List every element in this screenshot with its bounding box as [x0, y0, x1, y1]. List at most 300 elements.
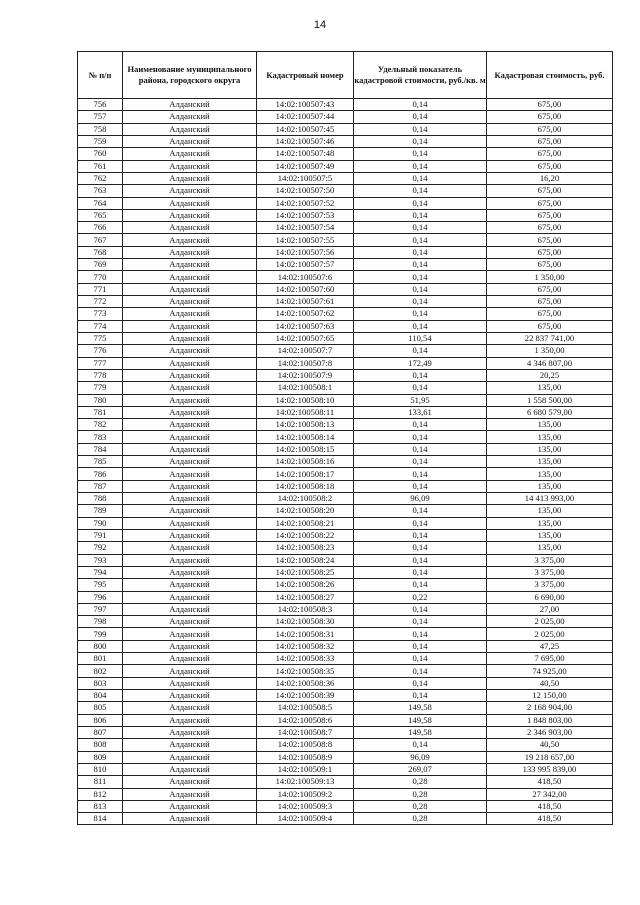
cell-district: Алданский — [123, 135, 257, 147]
table-row — [78, 406, 613, 418]
cell-unit-value: 0,14 — [354, 308, 487, 320]
table-row — [78, 763, 613, 775]
table-row — [78, 493, 613, 505]
cell-unit-value: 0,14 — [354, 480, 487, 492]
cell-cadastral-value: 675,00 — [487, 259, 613, 271]
cell-cadastral-number: 14:02:100507:53 — [257, 209, 354, 221]
cell-cadastral-value: 6 680 579,00 — [487, 406, 613, 418]
cell-cadastral-value: 135,00 — [487, 443, 613, 455]
cell-cadastral-value: 675,00 — [487, 296, 613, 308]
cell-unit-value: 0,14 — [354, 739, 487, 751]
cell-cadastral-value: 19 218 657,00 — [487, 751, 613, 763]
cell-cadastral-value: 135,00 — [487, 480, 613, 492]
table-row — [78, 369, 613, 381]
cell-cadastral-number: 14:02:100507:60 — [257, 283, 354, 295]
cell-cadastral-value: 27,00 — [487, 603, 613, 615]
table-body — [78, 99, 613, 825]
cell-cadastral-value: 675,00 — [487, 160, 613, 172]
cell-row-number: 787 — [78, 480, 123, 492]
cell-row-number: 803 — [78, 677, 123, 689]
cell-unit-value: 0,14 — [354, 653, 487, 665]
cell-cadastral-number: 14:02:100507:8 — [257, 357, 354, 369]
cell-row-number: 786 — [78, 468, 123, 480]
cell-district: Алданский — [123, 776, 257, 788]
cell-cadastral-value: 135,00 — [487, 456, 613, 468]
cell-unit-value: 0,14 — [354, 554, 487, 566]
cell-cadastral-number: 14:02:100508:21 — [257, 517, 354, 529]
cell-unit-value: 0,28 — [354, 788, 487, 800]
cell-row-number: 771 — [78, 283, 123, 295]
cell-cadastral-value: 135,00 — [487, 529, 613, 541]
cell-row-number: 794 — [78, 566, 123, 578]
cell-district: Алданский — [123, 751, 257, 763]
table-row — [78, 579, 613, 591]
table-row — [78, 123, 613, 135]
cell-district: Алданский — [123, 419, 257, 431]
cell-row-number: 810 — [78, 763, 123, 775]
cell-unit-value: 0,14 — [354, 197, 487, 209]
table-row — [78, 591, 613, 603]
table-row — [78, 209, 613, 221]
cell-cadastral-number: 14:02:100507:61 — [257, 296, 354, 308]
cell-row-number: 796 — [78, 591, 123, 603]
cell-cadastral-number: 14:02:100507:62 — [257, 308, 354, 320]
cell-district: Алданский — [123, 554, 257, 566]
cell-unit-value: 149,58 — [354, 702, 487, 714]
cell-row-number: 779 — [78, 382, 123, 394]
cell-district: Алданский — [123, 259, 257, 271]
cell-district: Алданский — [123, 739, 257, 751]
table-row — [78, 628, 613, 640]
cell-unit-value: 0,14 — [354, 690, 487, 702]
table-row — [78, 702, 613, 714]
table-row — [78, 800, 613, 812]
cell-row-number: 811 — [78, 776, 123, 788]
cell-cadastral-number: 14:02:100509:1 — [257, 763, 354, 775]
table-row — [78, 296, 613, 308]
cell-row-number: 756 — [78, 99, 123, 111]
cell-district: Алданский — [123, 296, 257, 308]
cell-unit-value: 0,14 — [354, 431, 487, 443]
cell-unit-value: 0,14 — [354, 369, 487, 381]
cell-cadastral-value: 675,00 — [487, 283, 613, 295]
cell-cadastral-value: 2 025,00 — [487, 628, 613, 640]
cell-row-number: 774 — [78, 320, 123, 332]
cell-unit-value: 0,14 — [354, 616, 487, 628]
cell-cadastral-number: 14:02:100508:3 — [257, 603, 354, 615]
cell-unit-value: 0,14 — [354, 517, 487, 529]
table-row — [78, 480, 613, 492]
cell-cadastral-value: 3 375,00 — [487, 579, 613, 591]
cell-district: Алданский — [123, 763, 257, 775]
cell-unit-value: 149,58 — [354, 726, 487, 738]
cell-district: Алданский — [123, 505, 257, 517]
cell-cadastral-value: 40,50 — [487, 739, 613, 751]
cell-row-number: 783 — [78, 431, 123, 443]
cell-cadastral-value: 1 558 500,00 — [487, 394, 613, 406]
cell-cadastral-number: 14:02:100507:63 — [257, 320, 354, 332]
table-row — [78, 468, 613, 480]
table-row — [78, 172, 613, 184]
cell-district: Алданский — [123, 603, 257, 615]
cell-cadastral-number: 14:02:100508:8 — [257, 739, 354, 751]
cell-row-number: 801 — [78, 653, 123, 665]
cell-cadastral-value: 2 025,00 — [487, 616, 613, 628]
cell-cadastral-value: 47,25 — [487, 640, 613, 652]
cell-district: Алданский — [123, 443, 257, 455]
cell-cadastral-number: 14:02:100507:6 — [257, 271, 354, 283]
cell-district: Алданский — [123, 529, 257, 541]
cell-unit-value: 133,61 — [354, 406, 487, 418]
cell-unit-value: 0,14 — [354, 222, 487, 234]
cell-district: Алданский — [123, 111, 257, 123]
cell-cadastral-value: 135,00 — [487, 431, 613, 443]
table-row — [78, 640, 613, 652]
cell-unit-value: 0,14 — [354, 468, 487, 480]
cell-cadastral-value: 12 150,00 — [487, 690, 613, 702]
cell-unit-value: 0,14 — [354, 296, 487, 308]
cell-row-number: 759 — [78, 135, 123, 147]
table-row — [78, 653, 613, 665]
cell-cadastral-value: 4 346 807,00 — [487, 357, 613, 369]
table-row — [78, 394, 613, 406]
cell-unit-value: 0,14 — [354, 160, 487, 172]
cell-district: Алданский — [123, 616, 257, 628]
cell-district: Алданский — [123, 480, 257, 492]
cell-cadastral-value: 22 837 741,00 — [487, 332, 613, 344]
cell-cadastral-value: 40,50 — [487, 677, 613, 689]
cell-row-number: 789 — [78, 505, 123, 517]
cell-row-number: 804 — [78, 690, 123, 702]
cell-unit-value: 110,54 — [354, 332, 487, 344]
cell-row-number: 762 — [78, 172, 123, 184]
table-row — [78, 135, 613, 147]
cell-row-number: 790 — [78, 517, 123, 529]
cell-cadastral-number: 14:02:100507:45 — [257, 123, 354, 135]
cell-unit-value: 0,14 — [354, 505, 487, 517]
cell-unit-value: 0,14 — [354, 677, 487, 689]
cell-district: Алданский — [123, 209, 257, 221]
cell-row-number: 812 — [78, 788, 123, 800]
table-row — [78, 308, 613, 320]
cell-row-number: 767 — [78, 234, 123, 246]
cell-cadastral-number: 14:02:100508:17 — [257, 468, 354, 480]
cell-cadastral-number: 14:02:100508:7 — [257, 726, 354, 738]
cell-unit-value: 0,14 — [354, 419, 487, 431]
cell-unit-value: 0,28 — [354, 800, 487, 812]
header-unit-value: Удельный показатель кадастровой стоимости, руб./кв. м — [354, 52, 487, 99]
table-row — [78, 505, 613, 517]
cell-row-number: 784 — [78, 443, 123, 455]
cell-cadastral-value: 675,00 — [487, 99, 613, 111]
cell-row-number: 797 — [78, 603, 123, 615]
cell-cadastral-value: 418,50 — [487, 776, 613, 788]
cell-cadastral-value: 1 848 803,00 — [487, 714, 613, 726]
cell-unit-value: 0,14 — [354, 456, 487, 468]
cell-district: Алданский — [123, 468, 257, 480]
cell-unit-value: 0,14 — [354, 529, 487, 541]
cell-unit-value: 172,49 — [354, 357, 487, 369]
cell-cadastral-number: 14:02:100508:5 — [257, 702, 354, 714]
cell-district: Алданский — [123, 246, 257, 258]
cell-cadastral-value: 418,50 — [487, 800, 613, 812]
table-row — [78, 529, 613, 541]
cell-cadastral-number: 14:02:100507:46 — [257, 135, 354, 147]
cell-cadastral-number: 14:02:100508:35 — [257, 665, 354, 677]
cell-district: Алданский — [123, 234, 257, 246]
cell-row-number: 805 — [78, 702, 123, 714]
cell-cadastral-value: 3 375,00 — [487, 566, 613, 578]
cell-district: Алданский — [123, 677, 257, 689]
cell-cadastral-value: 20,25 — [487, 369, 613, 381]
cell-unit-value: 0,14 — [354, 542, 487, 554]
cell-cadastral-number: 14:02:100508:32 — [257, 640, 354, 652]
table-row — [78, 197, 613, 209]
cell-district: Алданский — [123, 800, 257, 812]
cell-unit-value: 269,07 — [354, 763, 487, 775]
cell-row-number: 765 — [78, 209, 123, 221]
cell-row-number: 760 — [78, 148, 123, 160]
cell-cadastral-number: 14:02:100508:1 — [257, 382, 354, 394]
cell-cadastral-value: 1 350,00 — [487, 345, 613, 357]
cell-cadastral-number: 14:02:100508:33 — [257, 653, 354, 665]
cell-district: Алданский — [123, 185, 257, 197]
cell-cadastral-number: 14:02:100508:30 — [257, 616, 354, 628]
table-row — [78, 431, 613, 443]
cell-row-number: 791 — [78, 529, 123, 541]
cell-cadastral-value: 675,00 — [487, 135, 613, 147]
cell-row-number: 780 — [78, 394, 123, 406]
cell-cadastral-number: 14:02:100507:65 — [257, 332, 354, 344]
cell-district: Алданский — [123, 653, 257, 665]
cell-district: Алданский — [123, 320, 257, 332]
cell-unit-value: 0,14 — [354, 148, 487, 160]
cell-cadastral-value: 675,00 — [487, 320, 613, 332]
cell-district: Алданский — [123, 406, 257, 418]
cell-district: Алданский — [123, 640, 257, 652]
cell-row-number: 764 — [78, 197, 123, 209]
cell-unit-value: 0,14 — [354, 185, 487, 197]
cell-cadastral-value: 2 346 903,00 — [487, 726, 613, 738]
cell-cadastral-value: 675,00 — [487, 148, 613, 160]
cell-row-number: 813 — [78, 800, 123, 812]
cell-cadastral-number: 14:02:100508:24 — [257, 554, 354, 566]
table-row — [78, 271, 613, 283]
cell-district: Алданский — [123, 566, 257, 578]
cell-unit-value: 0,14 — [354, 259, 487, 271]
table-row — [78, 443, 613, 455]
cell-cadastral-number: 14:02:100508:27 — [257, 591, 354, 603]
cell-cadastral-number: 14:02:100509:4 — [257, 813, 354, 825]
cell-unit-value: 0,14 — [354, 234, 487, 246]
cell-row-number: 776 — [78, 345, 123, 357]
cell-cadastral-value: 133 995 839,00 — [487, 763, 613, 775]
cell-cadastral-number: 14:02:100508:36 — [257, 677, 354, 689]
cell-cadastral-value: 675,00 — [487, 209, 613, 221]
cell-unit-value: 0,14 — [354, 640, 487, 652]
cell-cadastral-number: 14:02:100507:57 — [257, 259, 354, 271]
cell-unit-value: 0,22 — [354, 591, 487, 603]
table-row — [78, 603, 613, 615]
cell-district: Алданский — [123, 690, 257, 702]
cell-unit-value: 0,14 — [354, 443, 487, 455]
cell-row-number: 770 — [78, 271, 123, 283]
cell-unit-value: 0,14 — [354, 382, 487, 394]
cell-district: Алданский — [123, 702, 257, 714]
cell-cadastral-value: 135,00 — [487, 468, 613, 480]
cell-district: Алданский — [123, 665, 257, 677]
cell-cadastral-number: 14:02:100507:55 — [257, 234, 354, 246]
cell-unit-value: 149,58 — [354, 714, 487, 726]
cell-unit-value: 0,14 — [354, 99, 487, 111]
cell-cadastral-number: 14:02:100509:2 — [257, 788, 354, 800]
cell-unit-value: 0,14 — [354, 345, 487, 357]
cell-cadastral-value: 675,00 — [487, 197, 613, 209]
header-row-number: № п/п — [78, 52, 123, 99]
cell-row-number: 768 — [78, 246, 123, 258]
cell-row-number: 814 — [78, 813, 123, 825]
cell-unit-value: 0,14 — [354, 172, 487, 184]
cell-row-number: 808 — [78, 739, 123, 751]
cell-cadastral-value: 135,00 — [487, 505, 613, 517]
table-row — [78, 246, 613, 258]
cell-cadastral-number: 14:02:100508:15 — [257, 443, 354, 455]
table-row — [78, 456, 613, 468]
cell-row-number: 809 — [78, 751, 123, 763]
table-row — [78, 345, 613, 357]
cell-cadastral-number: 14:02:100507:52 — [257, 197, 354, 209]
cell-row-number: 769 — [78, 259, 123, 271]
cell-district: Алданский — [123, 726, 257, 738]
cell-cadastral-value: 7 695,00 — [487, 653, 613, 665]
cell-district: Алданский — [123, 542, 257, 554]
cell-cadastral-value: 675,00 — [487, 111, 613, 123]
cell-cadastral-number: 14:02:100507:49 — [257, 160, 354, 172]
cell-district: Алданский — [123, 345, 257, 357]
cell-district: Алданский — [123, 123, 257, 135]
table-row — [78, 616, 613, 628]
table-row — [78, 690, 613, 702]
cell-district: Алданский — [123, 99, 257, 111]
cell-district: Алданский — [123, 579, 257, 591]
table-row — [78, 99, 613, 111]
cell-row-number: 799 — [78, 628, 123, 640]
cell-cadastral-value: 675,00 — [487, 234, 613, 246]
cell-district: Алданский — [123, 714, 257, 726]
page-number: 14 — [313, 19, 327, 31]
cell-district: Алданский — [123, 369, 257, 381]
table-row — [78, 185, 613, 197]
table-row — [78, 357, 613, 369]
table-row — [78, 788, 613, 800]
cell-row-number: 802 — [78, 665, 123, 677]
cell-cadastral-number: 14:02:100508:16 — [257, 456, 354, 468]
cell-unit-value: 0,14 — [354, 566, 487, 578]
cell-cadastral-number: 14:02:100508:39 — [257, 690, 354, 702]
cell-cadastral-number: 14:02:100507:54 — [257, 222, 354, 234]
cell-unit-value: 0,14 — [354, 271, 487, 283]
cell-row-number: 766 — [78, 222, 123, 234]
cell-row-number: 793 — [78, 554, 123, 566]
cell-cadastral-value: 675,00 — [487, 246, 613, 258]
cell-unit-value: 96,09 — [354, 493, 487, 505]
table-row — [78, 739, 613, 751]
cell-unit-value: 0,28 — [354, 776, 487, 788]
cell-cadastral-number: 14:02:100507:43 — [257, 99, 354, 111]
cell-cadastral-number: 14:02:100508:26 — [257, 579, 354, 591]
cell-district: Алданский — [123, 382, 257, 394]
cell-cadastral-value: 6 690,00 — [487, 591, 613, 603]
cell-cadastral-value: 27 342,00 — [487, 788, 613, 800]
cell-unit-value: 51,95 — [354, 394, 487, 406]
cell-district: Алданский — [123, 813, 257, 825]
cell-unit-value: 0,14 — [354, 603, 487, 615]
cell-row-number: 761 — [78, 160, 123, 172]
cell-cadastral-value: 135,00 — [487, 542, 613, 554]
cell-cadastral-number: 14:02:100507:50 — [257, 185, 354, 197]
table-row — [78, 283, 613, 295]
cell-row-number: 795 — [78, 579, 123, 591]
cell-cadastral-value: 3 375,00 — [487, 554, 613, 566]
cell-cadastral-value: 1 350,00 — [487, 271, 613, 283]
cell-unit-value: 0,14 — [354, 209, 487, 221]
header-cadastral-number: Кадастровый номер — [257, 52, 354, 99]
table-row — [78, 111, 613, 123]
cell-row-number: 763 — [78, 185, 123, 197]
cell-district: Алданский — [123, 222, 257, 234]
table-row — [78, 517, 613, 529]
cell-district: Алданский — [123, 332, 257, 344]
cell-district: Алданский — [123, 456, 257, 468]
cell-district: Алданский — [123, 591, 257, 603]
cell-cadastral-number: 14:02:100507:48 — [257, 148, 354, 160]
cell-cadastral-number: 14:02:100507:9 — [257, 369, 354, 381]
header-district-name: Наименование муниципального района, городского округа — [123, 52, 257, 99]
cell-unit-value: 0,14 — [354, 665, 487, 677]
table-row — [78, 566, 613, 578]
cell-row-number: 781 — [78, 406, 123, 418]
cell-row-number: 800 — [78, 640, 123, 652]
header-cadastral-value: Кадастровая стоимость, руб. — [487, 52, 613, 99]
cell-row-number: 792 — [78, 542, 123, 554]
table-row — [78, 160, 613, 172]
cell-cadastral-number: 14:02:100508:2 — [257, 493, 354, 505]
table-row — [78, 554, 613, 566]
table-row — [78, 382, 613, 394]
cell-unit-value: 96,09 — [354, 751, 487, 763]
table-row — [78, 332, 613, 344]
cell-cadastral-number: 14:02:100508:23 — [257, 542, 354, 554]
cell-district: Алданский — [123, 148, 257, 160]
cell-cadastral-number: 14:02:100508:25 — [257, 566, 354, 578]
cell-row-number: 778 — [78, 369, 123, 381]
cell-cadastral-number: 14:02:100507:44 — [257, 111, 354, 123]
cell-district: Алданский — [123, 394, 257, 406]
table-row — [78, 726, 613, 738]
cell-cadastral-number: 14:02:100508:6 — [257, 714, 354, 726]
table-row — [78, 677, 613, 689]
cell-cadastral-number: 14:02:100509:13 — [257, 776, 354, 788]
cell-cadastral-number: 14:02:100508:14 — [257, 431, 354, 443]
cell-district: Алданский — [123, 308, 257, 320]
table-row — [78, 320, 613, 332]
cell-district: Алданский — [123, 788, 257, 800]
cell-cadastral-number: 14:02:100507:56 — [257, 246, 354, 258]
cell-row-number: 772 — [78, 296, 123, 308]
cell-cadastral-number: 14:02:100508:20 — [257, 505, 354, 517]
cell-district: Алданский — [123, 283, 257, 295]
table-row — [78, 234, 613, 246]
